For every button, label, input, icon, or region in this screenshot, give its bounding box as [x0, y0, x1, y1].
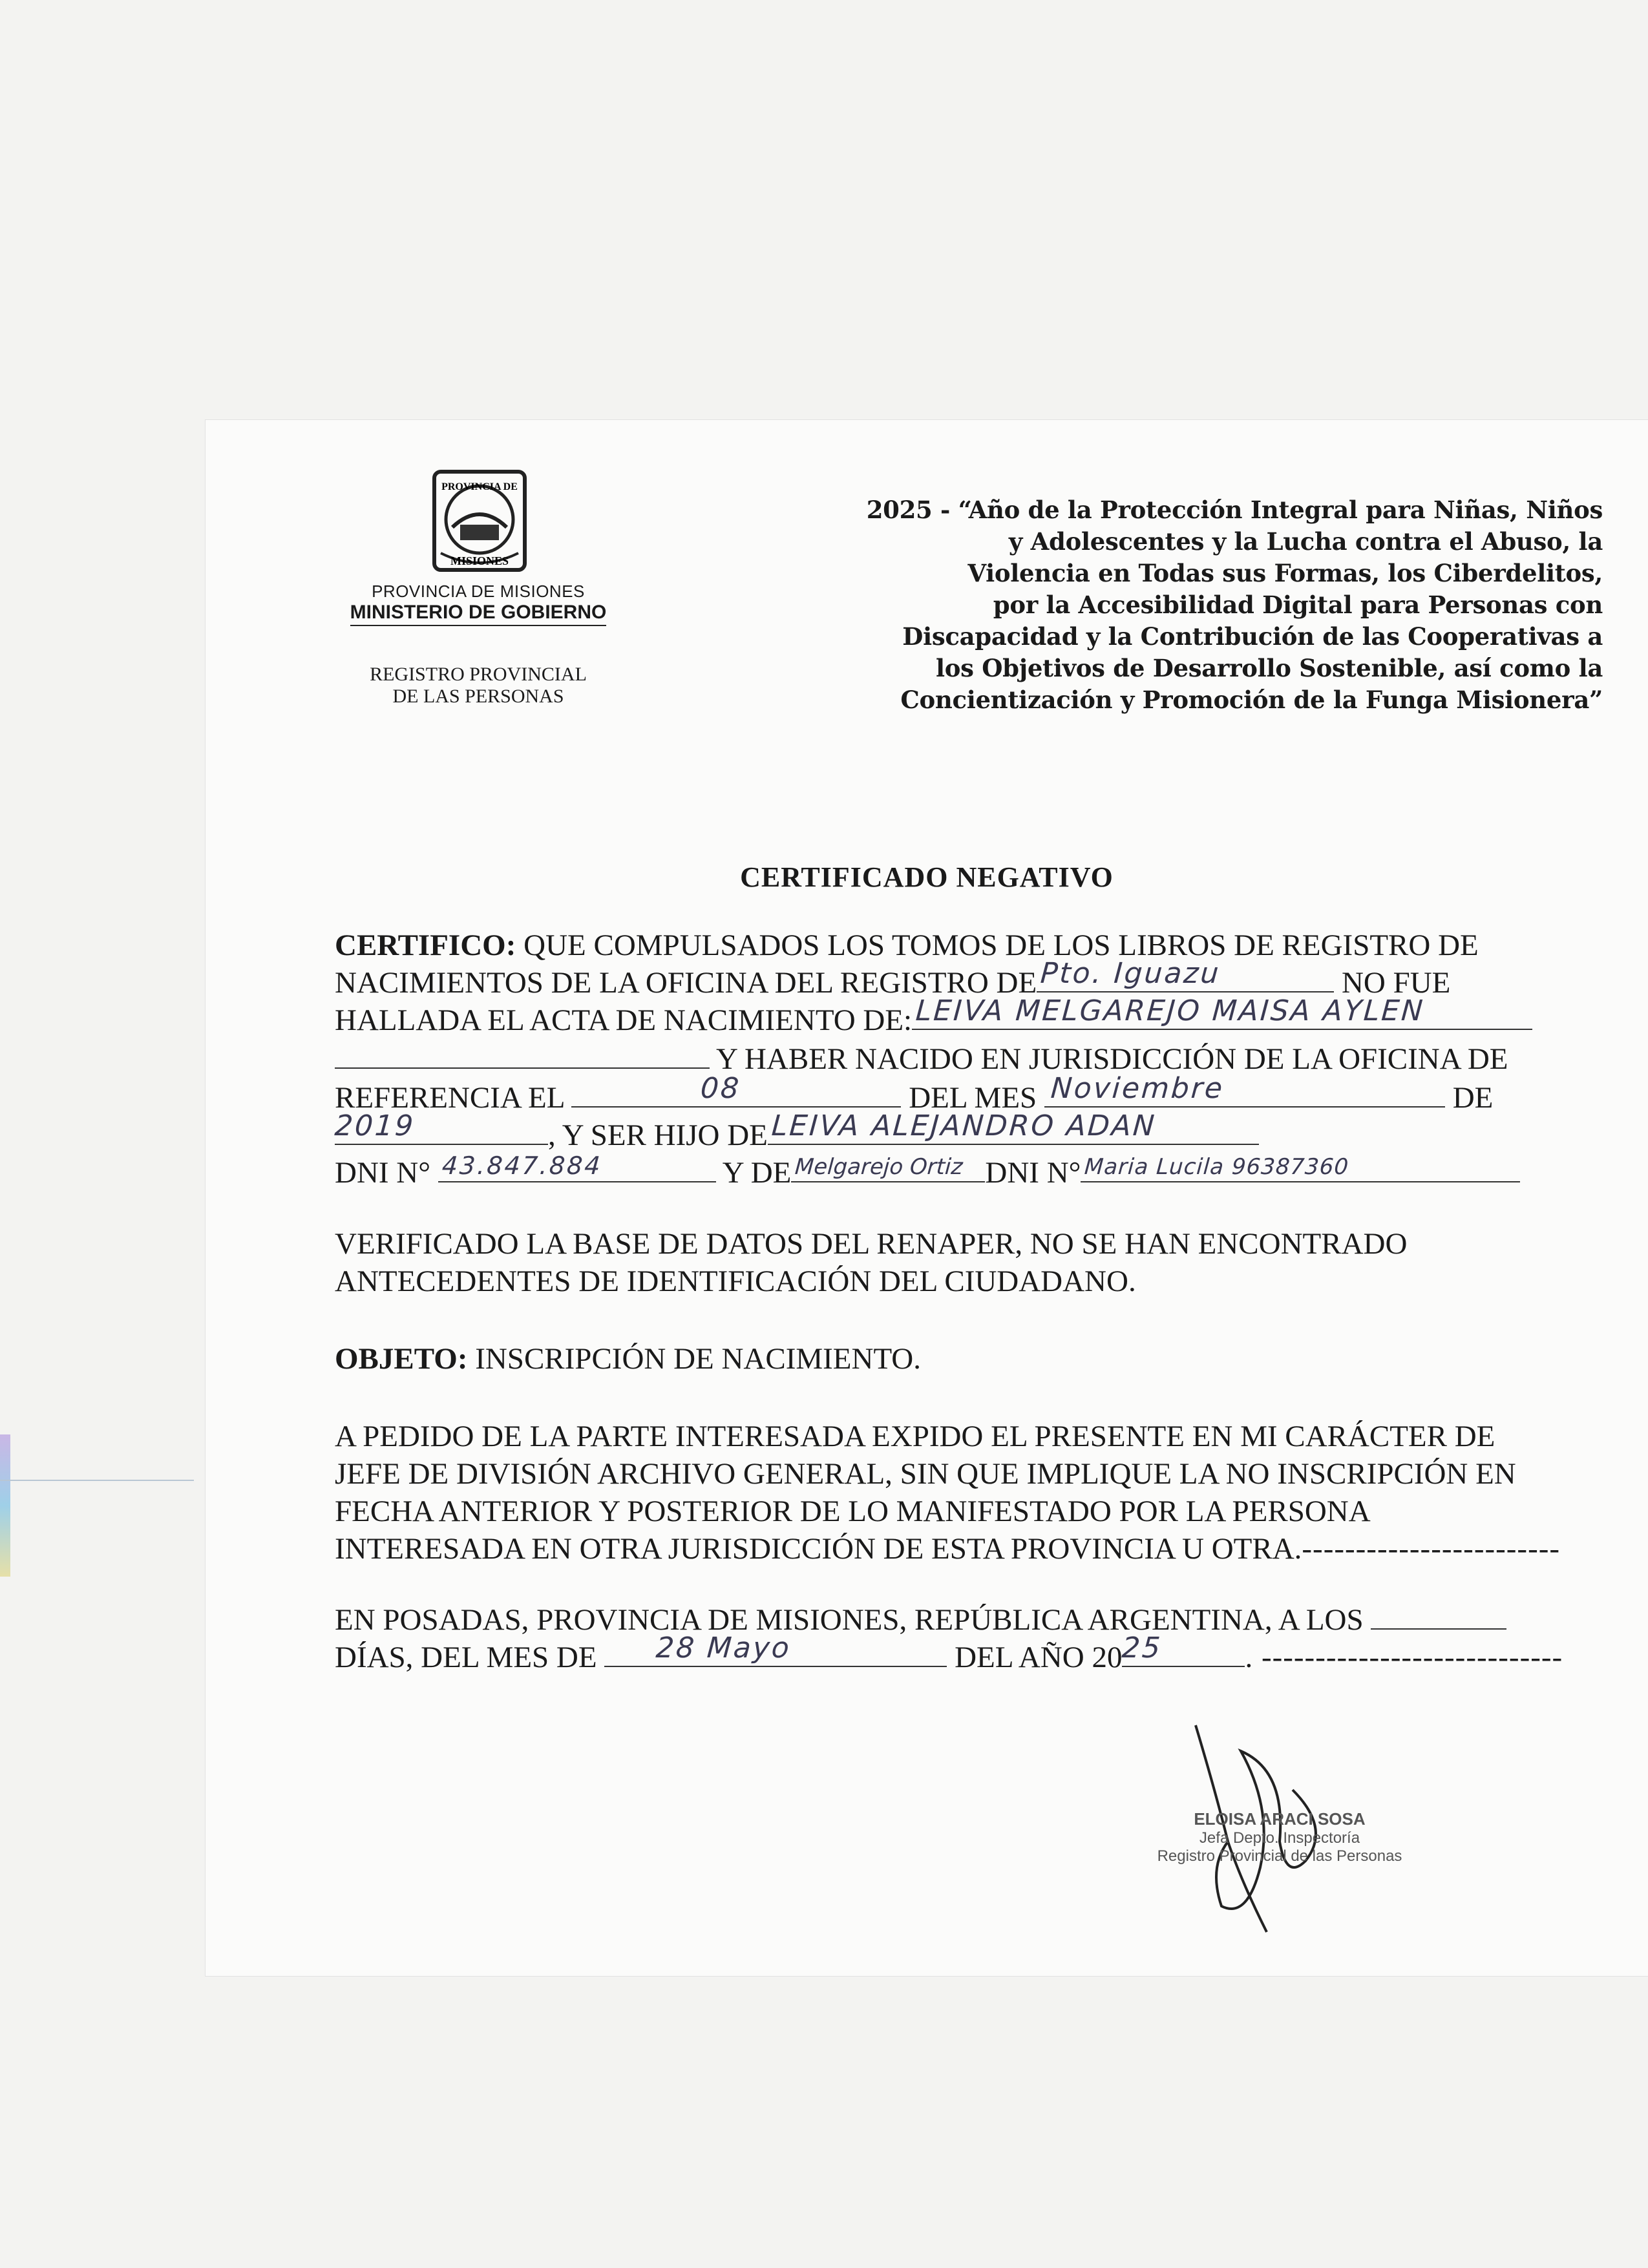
handwritten-mother: Melgarejo Ortiz [794, 1154, 964, 1180]
handwritten-month: Noviembre [1050, 1072, 1225, 1105]
motto-line: por la Accesibilidad Digital para Personas con [993, 591, 1603, 619]
certifico-line-6 [333, 1109, 1259, 1153]
registry-field [1037, 957, 1334, 992]
mother-field [791, 1155, 985, 1182]
motto-line: Violencia en Todas sus Formas, los Ciberdelitos, [967, 559, 1603, 587]
handwritten-father-dni: 43.847.884 [441, 1151, 603, 1180]
scan-edge-line [0, 1480, 194, 1481]
year-motto [814, 494, 1603, 716]
pedido-line-4 [335, 1531, 1560, 1566]
lugar-dashes: . ---------------------------- [1245, 1641, 1563, 1674]
mother-dni-field [1081, 1155, 1520, 1182]
father-field [768, 1109, 1259, 1145]
logo-text-bottom: MISIONES [450, 554, 509, 567]
certifico-text: NO FUE [1341, 966, 1451, 1000]
days-field [1371, 1602, 1506, 1630]
name-continuation-field [335, 1042, 710, 1069]
pedido-dashes: ------------------------ [1302, 1532, 1561, 1566]
certifico-line-3 [335, 994, 1532, 1038]
certifico-text: QUE COMPULSADOS LOS TOMOS DE LOS LIBROS DE REGISTRO DE [523, 929, 1479, 962]
motto-line: Discapacidad y la Contribución de las Cooperativas a [902, 622, 1603, 651]
logo-text-top: PROVINCIA DE [441, 481, 518, 492]
certifico-line-4 [335, 1042, 1508, 1076]
handwritten-registry: Pto. Iguazu [1039, 957, 1222, 990]
province-name: PROVINCIA DE MISIONES [372, 582, 585, 601]
institution-header [323, 582, 633, 708]
pedido-text: INTERESADA EN OTRA JURISDICCIÓN DE ESTA PROVINCIA U OTRA. [335, 1532, 1302, 1566]
objeto-line [335, 1341, 921, 1376]
name-field [912, 994, 1532, 1030]
motto-line: Concientización y Promoción de la Funga Misionera” [900, 686, 1603, 714]
certifico-text: DNI N° [985, 1156, 1081, 1190]
registry-line-1: REGISTRO PROVINCIAL [370, 664, 587, 685]
certifico-text: DEL MES [909, 1081, 1037, 1115]
motto-line: 2025 - “Año de la Protección Integral para Niñas, Niños [866, 496, 1603, 524]
stamp-org: Registro Provincial de las Personas [1157, 1847, 1402, 1865]
stamp-name: ELOISA ARACI SOSA [1194, 1809, 1366, 1829]
certifico-text: , Y SER HIJO DE [548, 1118, 768, 1152]
stamp-role: Jefa Depto. Inspectoría [1199, 1829, 1360, 1847]
handwritten-day: 08 [699, 1072, 743, 1105]
document-title: CERTIFICADO NEGATIVO [740, 861, 1114, 893]
ministry-name: MINISTERIO DE GOBIERNO [350, 602, 607, 626]
lugar-text: EN POSADAS, PROVINCIA DE MISIONES, REPÚBLICA ARGENTINA, A LOS [335, 1603, 1364, 1637]
handwritten-mother-dni: Maria Lucila 96387360 [1084, 1154, 1350, 1180]
certifico-line-1 [335, 928, 1479, 963]
lugar-line-2 [335, 1632, 1563, 1675]
scan-edge-artifact [0, 1434, 10, 1577]
official-stamp [1112, 1809, 1448, 1865]
year-field [333, 1109, 548, 1145]
lugar-text: DEL AÑO 20 [955, 1641, 1123, 1674]
handwritten-name: LEIVA MELGAREJO MAISA AYLEN [914, 994, 1426, 1027]
handwritten-year-suffix: 25 [1121, 1632, 1164, 1664]
motto-line: los Objetivos de Desarrollo Sostenible, así como la [935, 654, 1603, 682]
certifico-text: Y HABER NACIDO EN JURISDICCIÓN DE LA OFICINA DE [716, 1042, 1508, 1076]
motto-line: y Adolescentes y la Lucha contra el Abuso, la [1008, 527, 1603, 556]
certifico-text: DE [1452, 1081, 1494, 1115]
certifico-text: NACIMIENTOS DE LA OFICINA DEL REGISTRO DE [335, 966, 1037, 1000]
renaper-line-1: VERIFICADO LA BASE DE DATOS DEL RENAPER, NO SE HAN ENCONTRADO [335, 1227, 1408, 1261]
handwritten-year: 2019 [333, 1109, 416, 1142]
year-suffix-field [1121, 1632, 1245, 1667]
month-field [1044, 1072, 1445, 1108]
pedido-line-1: A PEDIDO DE LA PARTE INTERESADA EXPIDO EL PRESENTE EN MI CARÁCTER DE [335, 1420, 1495, 1453]
objeto-label: OBJETO: [335, 1342, 468, 1376]
renaper-line-2: ANTECEDENTES DE IDENTIFICACIÓN DEL CIUDADANO. [335, 1265, 1136, 1298]
lugar-line-1 [335, 1602, 1506, 1637]
handwritten-date: 28 Mayo [655, 1632, 792, 1664]
certifico-text: DNI N° [335, 1156, 431, 1190]
certifico-line-7 [335, 1151, 1520, 1190]
certifico-text: Y DE [722, 1156, 792, 1190]
father-dni-field [438, 1151, 716, 1182]
certifico-text: REFERENCIA EL [335, 1081, 564, 1115]
date-field [604, 1632, 947, 1667]
day-field [571, 1072, 901, 1108]
pedido-line-3: FECHA ANTERIOR Y POSTERIOR DE LO MANIFESTADO POR LA PERSONA [335, 1495, 1371, 1528]
coat-of-arms-logo [421, 463, 538, 579]
certifico-label: CERTIFICO: [335, 929, 516, 962]
handwritten-father: LEIVA ALEJANDRO ADAN [770, 1109, 1157, 1142]
registry-line-2: DE LAS PERSONAS [392, 686, 564, 707]
objeto-text: INSCRIPCIÓN DE NACIMIENTO. [475, 1342, 922, 1376]
lugar-text: DÍAS, DEL MES DE [335, 1641, 597, 1674]
certifico-text: HALLADA EL ACTA DE NACIMIENTO DE: [335, 1003, 913, 1037]
pedido-line-2: JEFE DE DIVISIÓN ARCHIVO GENERAL, SIN QUE IMPLIQUE LA NO INSCRIPCIÓN EN [335, 1457, 1516, 1491]
